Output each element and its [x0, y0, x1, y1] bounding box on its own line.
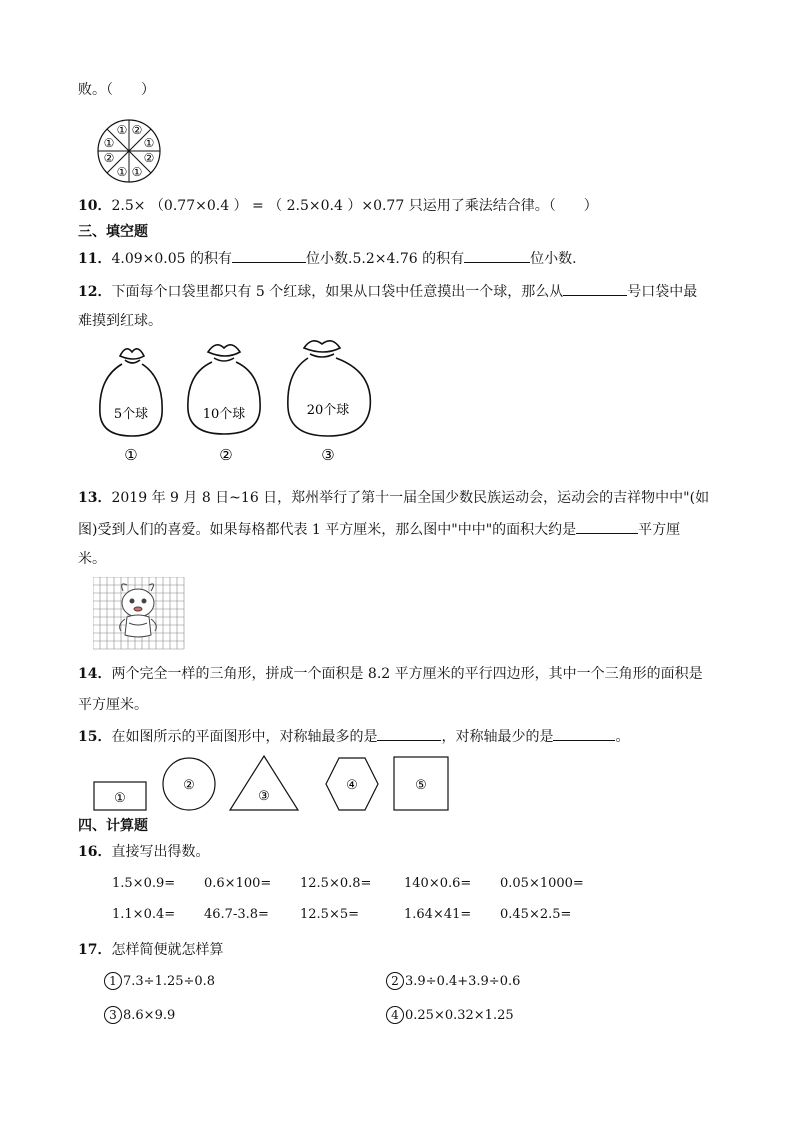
question-14: 14．两个完全一样的三角形，拼成一个面积是 8.2 平方厘米的平行四边形，其中一个三角形的面积是 — [78, 666, 703, 682]
question-16: 16．直接写出得数。 — [78, 844, 210, 860]
shapes-figure — [92, 754, 452, 814]
question-11: 11．4.09×0.05 的积有 位小数.5.2×4.76 的积有 位小数. — [78, 248, 577, 269]
question-10: 10．2.5× （0.77×0.4 ） = （ 2.5×0.4 ）×0.77 只运用了乘法结合律。（ ） — [78, 198, 598, 214]
money-bags-figure — [90, 338, 390, 466]
mascot-drawing — [120, 584, 157, 637]
calc-item: 140×0.6= — [404, 876, 472, 891]
spinner-label: ② — [103, 151, 115, 165]
spinner-figure — [96, 118, 162, 184]
calc-item: 0.05×1000= — [500, 876, 584, 891]
calc-item: 1.64×41= — [404, 907, 472, 922]
calc-item: 12.5×0.8= — [300, 876, 372, 891]
spinner-label: ① — [116, 165, 128, 179]
answer-blank[interactable] — [377, 726, 441, 741]
question-13-cont2: 米。 — [78, 551, 106, 567]
svg-text:①: ① — [114, 791, 126, 806]
bag-3 — [288, 341, 371, 436]
answer-blank[interactable] — [576, 519, 638, 534]
answer-blank[interactable] — [563, 281, 627, 296]
question-15: 15．在如图所示的平面图形中，对称轴最多的是 ，对称轴最少的是 。 — [78, 726, 629, 747]
calc-item: 2 3.9÷0.4+3.9÷0.6 — [386, 972, 520, 990]
question-14-cont: 平方厘米。 — [78, 697, 148, 713]
item-number: 3 — [104, 1006, 122, 1024]
svg-text:⑤: ⑤ — [415, 778, 427, 793]
bag-label: 5个球 — [113, 407, 149, 422]
question-17: 17．怎样简便就怎样算 — [78, 942, 224, 958]
calc-item: 0.45×2.5= — [500, 907, 572, 922]
bag-1 — [100, 349, 162, 436]
item-number: 2 — [386, 972, 404, 990]
spinner-label: ② — [131, 123, 143, 137]
section-heading-calculation: 四、计算题 — [78, 818, 148, 834]
question-12: 12．下面每个口袋里都只有 5 个红球，如果从口袋中任意摸出一个球，那么从 号口袋中最 — [78, 281, 697, 302]
bag-number: ③ — [321, 446, 335, 464]
spinner-label: ① — [143, 136, 155, 150]
calc-item: 46.7-3.8= — [204, 907, 269, 922]
answer-blank[interactable] — [232, 248, 306, 263]
svg-text:④: ④ — [346, 778, 358, 793]
section-heading-fill-in: 三、填空题 — [78, 224, 148, 240]
spinner-label: ② — [143, 151, 155, 165]
svg-text:③: ③ — [258, 789, 270, 804]
spinner-label: ① — [116, 123, 128, 137]
question-12-cont: 难摸到红球。 — [78, 313, 162, 329]
bag-label: 10个球 — [202, 407, 246, 422]
bag-number: ② — [219, 446, 233, 464]
answer-blank[interactable] — [553, 726, 615, 741]
calc-item: 1.1×0.4= — [112, 907, 176, 922]
question-13: 13．2019 年 9 月 8 日~16 日，郑州举行了第十一届全国少数民族运动会，运动会的吉祥物中中"(如 — [78, 490, 710, 506]
spinner-label: ① — [131, 165, 143, 179]
spinner-label: ① — [103, 136, 115, 150]
bag-number: ① — [124, 446, 138, 464]
calc-item: 4 0.25×0.32×1.25 — [386, 1006, 514, 1024]
calc-item: 0.6×100= — [204, 876, 272, 891]
q9-tail: 败。（ ） — [78, 82, 155, 98]
bag-label: 20个球 — [306, 403, 350, 418]
svg-text:②: ② — [183, 778, 195, 793]
calc-item: 1 7.3÷1.25÷0.8 — [104, 972, 215, 990]
calc-item: 3 8.6×9.9 — [104, 1006, 175, 1024]
answer-blank[interactable] — [464, 248, 530, 263]
question-13-cont: 图)受到人们的喜爱。如果每格都代表 1 平方厘米，那么图中"中中"的面积大约是 平方厘 — [78, 519, 680, 540]
calc-item: 1.5×0.9= — [112, 876, 176, 891]
item-number: 4 — [386, 1006, 404, 1024]
item-number: 1 — [104, 972, 122, 990]
calc-item: 12.5×5= — [300, 907, 360, 922]
mascot-grid-figure — [93, 577, 185, 651]
